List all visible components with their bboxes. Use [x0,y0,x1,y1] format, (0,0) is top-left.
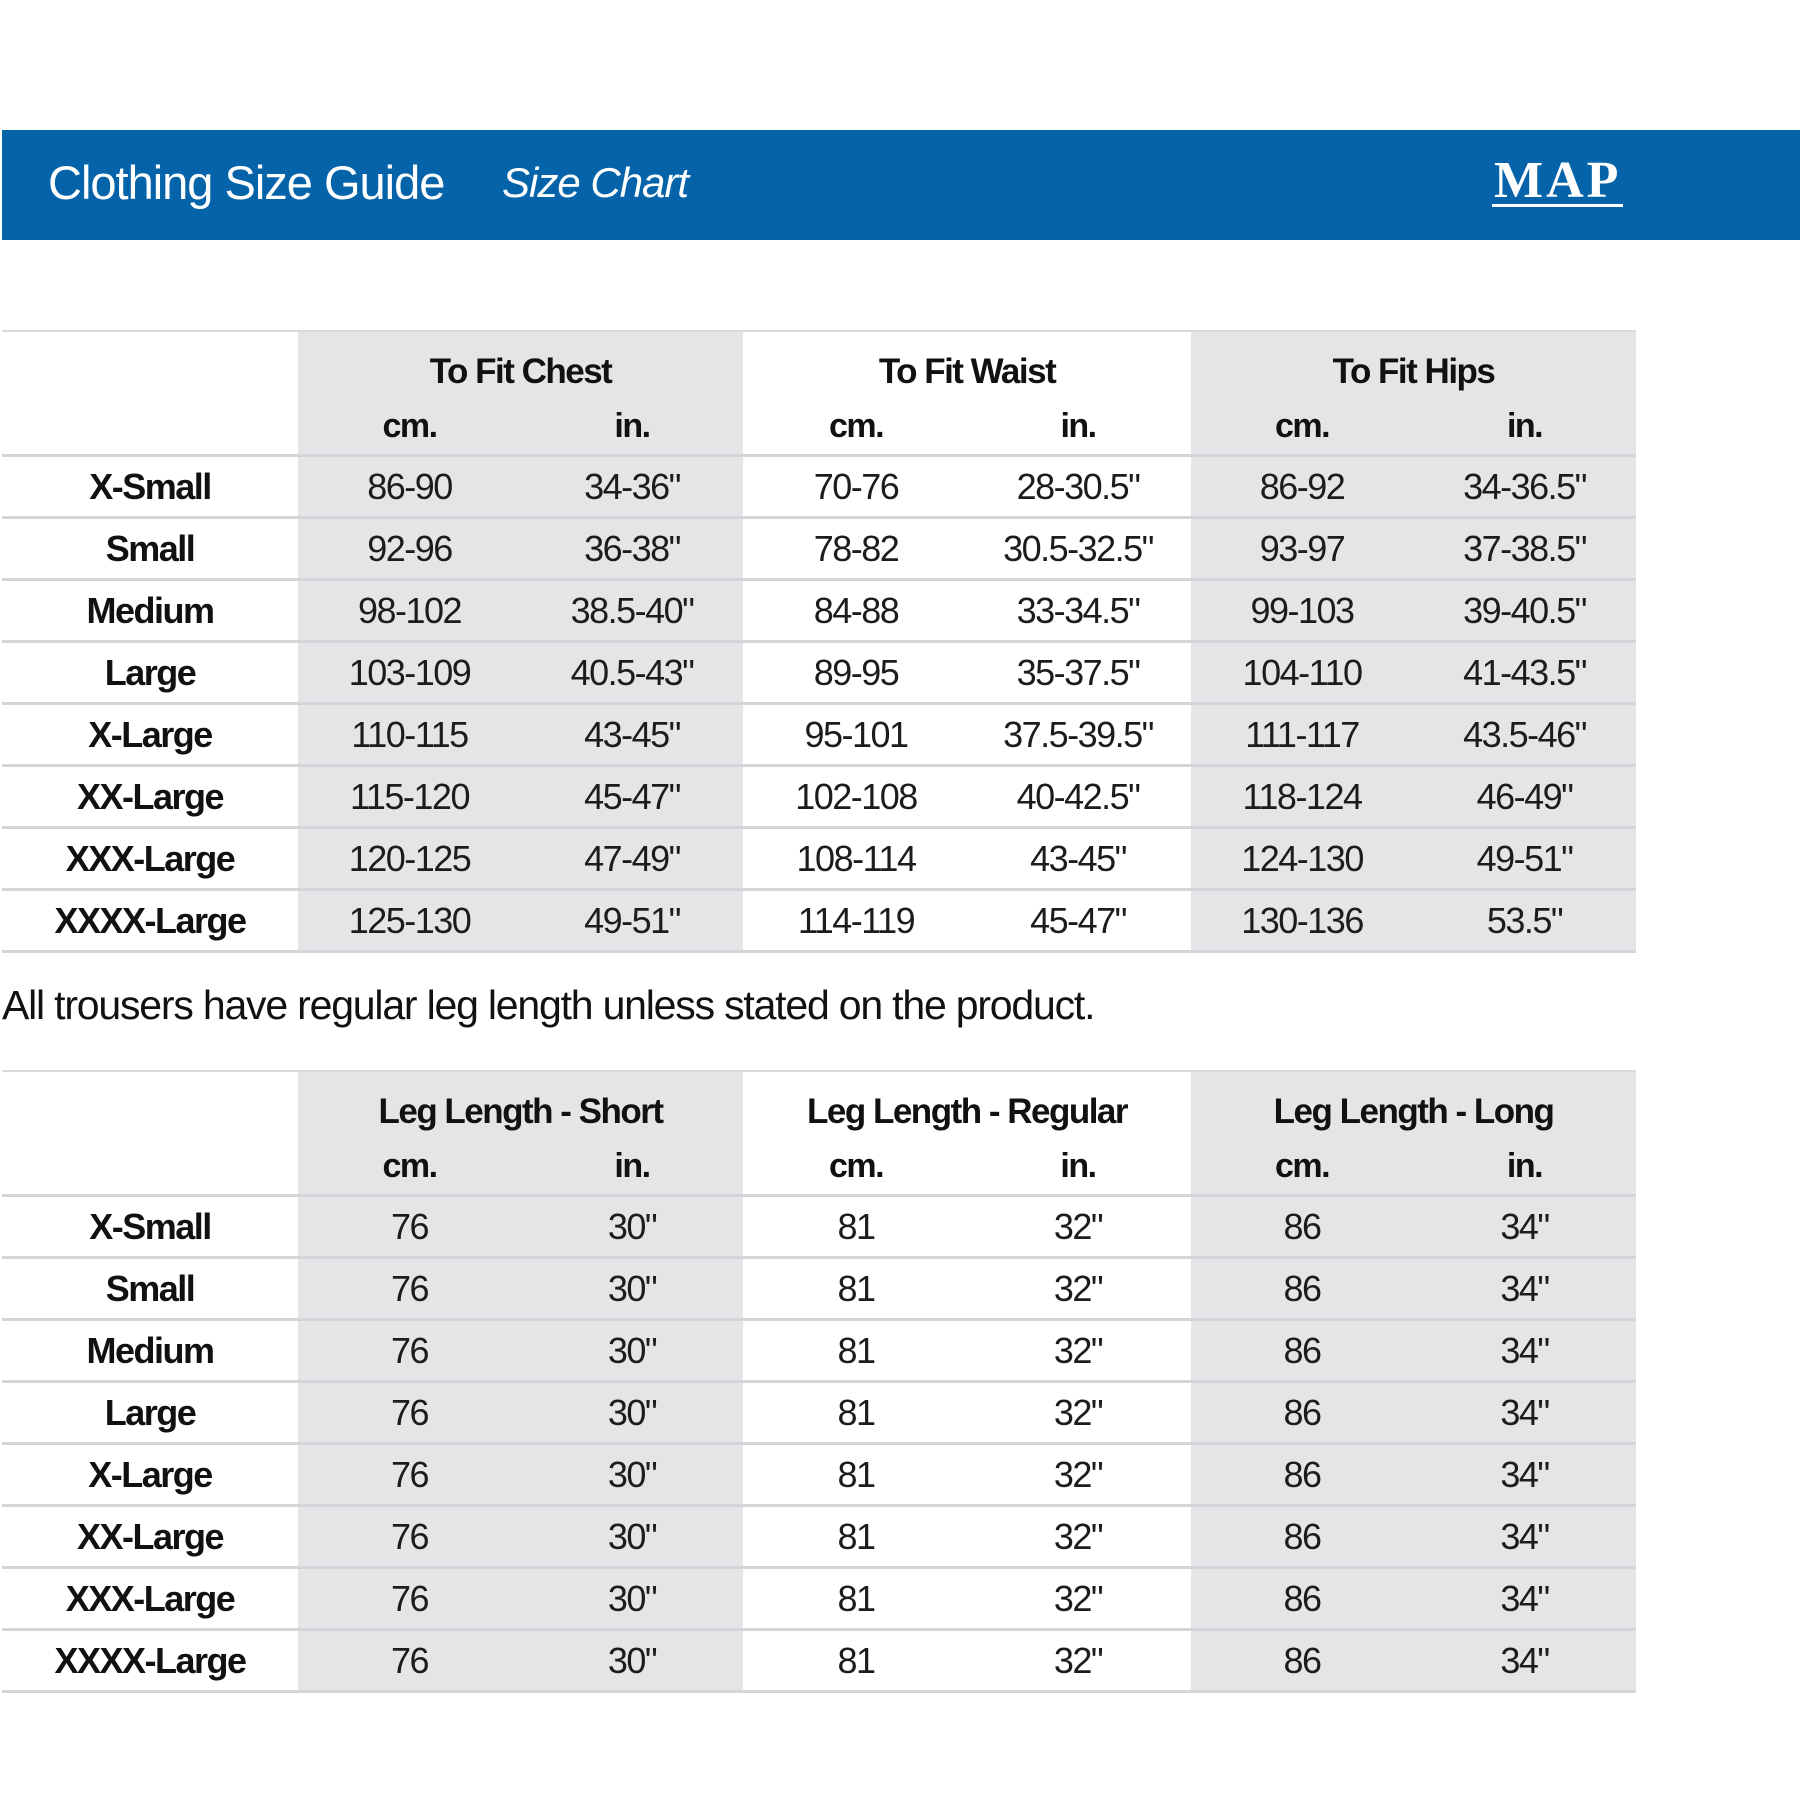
unit-header: in. [521,1138,744,1196]
table-cell: 39-40.5" [1413,580,1636,642]
unit-header: cm. [1190,398,1413,456]
table-cell: 34-36.5" [1413,456,1636,518]
unit-header: cm. [298,398,521,456]
table-cell: 32" [967,1506,1190,1568]
map-logo [1492,152,1623,210]
group-header-row [2,331,1636,398]
group-header-long: Leg Length - Long [1190,1071,1636,1138]
table-cell: 76 [298,1568,521,1630]
table-cell: 34" [1413,1506,1636,1568]
size-label: Medium [2,580,298,642]
table-cell: 118-124 [1190,766,1413,828]
table-cell: 45-47" [521,766,744,828]
table-cell: 28-30.5" [967,456,1190,518]
table-cell: 30" [521,1320,744,1382]
table-cell: 53.5" [1413,890,1636,952]
unit-header: in. [521,398,744,456]
unit-header: in. [1413,398,1636,456]
table-cell: 35-37.5" [967,642,1190,704]
size-label: Medium [2,1320,298,1382]
table-cell: 47-49" [521,828,744,890]
table-cell: 32" [967,1630,1190,1692]
table-cell: 111-117 [1190,704,1413,766]
table-cell: 130-136 [1190,890,1413,952]
table-cell: 76 [298,1506,521,1568]
table-row [2,828,1636,890]
corner-cell [2,398,298,456]
body-measurements-table [2,330,1636,953]
table-cell: 34-36" [521,456,744,518]
table-cell: 76 [298,1320,521,1382]
table-cell: 36-38" [521,518,744,580]
unit-header-row [2,398,1636,456]
table-row [2,1258,1636,1320]
page-subtitle: Size Chart [502,159,689,206]
table-cell: 34" [1413,1444,1636,1506]
table-cell: 81 [744,1630,967,1692]
size-label: XX-Large [2,766,298,828]
table-cell: 125-130 [298,890,521,952]
table-cell: 32" [967,1382,1190,1444]
table-cell: 38.5-40" [521,580,744,642]
table-cell: 43-45" [521,704,744,766]
size-label: XXX-Large [2,1568,298,1630]
size-label: XXX-Large [2,828,298,890]
table-cell: 70-76 [744,456,967,518]
table-cell: 86-90 [298,456,521,518]
table-cell: 92-96 [298,518,521,580]
table-row [2,1630,1636,1692]
table-cell: 37-38.5" [1413,518,1636,580]
table-row [2,766,1636,828]
table-cell: 86 [1190,1382,1413,1444]
table-cell: 37.5-39.5" [967,704,1190,766]
table-cell: 99-103 [1190,580,1413,642]
unit-header: in. [1060,1146,1096,1185]
group-header-waist: To Fit Waist [744,331,1190,398]
table-cell: 89-95 [744,642,967,704]
table-cell: 30" [521,1630,744,1692]
size-label: Small [2,518,298,580]
corner-cell [2,331,298,398]
table-cell: 115-120 [298,766,521,828]
table-cell: 103-109 [298,642,521,704]
table-cell: 81 [744,1506,967,1568]
table-cell: 43.5-46" [1413,704,1636,766]
leg-length-note: All trousers have regular leg length unless stated on the product. [2,982,1095,1028]
page-title: Clothing Size Guide [48,156,445,209]
size-label: X-Small [2,1196,298,1258]
table-cell: 32" [967,1444,1190,1506]
corner-cell [2,1138,298,1196]
table-cell: 86 [1190,1568,1413,1630]
header-banner [2,130,1800,240]
table-cell: 34" [1413,1320,1636,1382]
table-cell: 32" [967,1258,1190,1320]
table-cell: 34" [1413,1382,1636,1444]
table-cell: 45-47" [967,890,1190,952]
table-cell: 86-92 [1190,456,1413,518]
unit-header: cm. [1190,1138,1413,1196]
table-cell: 33-34.5" [967,580,1190,642]
table-cell: 86 [1190,1196,1413,1258]
table-cell: 124-130 [1190,828,1413,890]
table-cell: 114-119 [744,890,967,952]
unit-header-row [2,1138,1636,1196]
table-cell: 34" [1413,1196,1636,1258]
table-cell: 76 [298,1382,521,1444]
table-cell: 110-115 [298,704,521,766]
table-cell: 76 [298,1258,521,1320]
table-cell: 32" [967,1320,1190,1382]
table-cell: 95-101 [744,704,967,766]
table-cell: 30" [521,1258,744,1320]
table-cell: 41-43.5" [1413,642,1636,704]
size-label: Large [2,642,298,704]
table-row [2,1444,1636,1506]
size-label: X-Large [2,1444,298,1506]
table-row [2,456,1636,518]
table-cell: 40-42.5" [967,766,1190,828]
unit-header: cm. [298,1138,521,1196]
table-cell: 34" [1413,1258,1636,1320]
table-cell: 104-110 [1190,642,1413,704]
table-cell: 49-51" [1413,828,1636,890]
table-row [2,518,1636,580]
table-cell: 30" [521,1196,744,1258]
table-cell: 86 [1190,1630,1413,1692]
table-cell: 34" [1413,1630,1636,1692]
table-row [2,1506,1636,1568]
table-row [2,642,1636,704]
table-cell: 93-97 [1190,518,1413,580]
group-header-hips: To Fit Hips [1190,331,1636,398]
table-cell: 32" [967,1568,1190,1630]
table-cell: 40.5-43" [521,642,744,704]
table-row [2,704,1636,766]
table-cell: 84-88 [744,580,967,642]
table-cell: 49-51" [521,890,744,952]
unit-header: in. [1413,1138,1636,1196]
table-cell: 81 [744,1444,967,1506]
size-label: Small [2,1258,298,1320]
table-row [2,1196,1636,1258]
group-header-short: Leg Length - Short [298,1071,744,1138]
group-header-regular: Leg Length - Regular [744,1071,1190,1138]
table-cell: 86 [1190,1444,1413,1506]
table-cell: 76 [298,1196,521,1258]
group-header-row [2,1071,1636,1138]
table-cell: 81 [744,1258,967,1320]
size-label: XXXX-Large [2,890,298,952]
table-row [2,890,1636,952]
table-cell: 34" [1413,1568,1636,1630]
table-cell: 102-108 [744,766,967,828]
group-header-chest: To Fit Chest [298,331,744,398]
size-label: X-Small [2,456,298,518]
table-cell: 30" [521,1382,744,1444]
table-row [2,1568,1636,1630]
size-label: XX-Large [2,1506,298,1568]
table-cell: 86 [1190,1320,1413,1382]
table-cell: 76 [298,1630,521,1692]
table-cell: 120-125 [298,828,521,890]
size-label: XXXX-Large [2,1630,298,1692]
corner-cell [2,1071,298,1138]
size-label: Large [2,1382,298,1444]
table-cell: 32" [967,1196,1190,1258]
unit-header: cm. [744,398,967,456]
table-cell: 76 [298,1444,521,1506]
table-cell: 108-114 [744,828,967,890]
table-cell: 81 [744,1568,967,1630]
table-cell: 30" [521,1506,744,1568]
table-cell: 86 [1190,1258,1413,1320]
table-cell: 98-102 [298,580,521,642]
table-cell: 43-45" [967,828,1190,890]
table-cell: 30" [521,1444,744,1506]
logo-text: MAP [1494,152,1622,209]
table-cell: 86 [1190,1506,1413,1568]
unit-header: cm. [744,1138,967,1196]
table-row [2,1320,1636,1382]
size-label: X-Large [2,704,298,766]
leg-length-table [2,1070,1636,1693]
table-cell: 81 [744,1382,967,1444]
table-row [2,580,1636,642]
table-cell: 30.5-32.5" [967,518,1190,580]
table-cell: 46-49" [1413,766,1636,828]
table-cell: 81 [744,1320,967,1382]
table-cell: 30" [521,1568,744,1630]
table-cell: 78-82 [744,518,967,580]
table-row [2,1382,1636,1444]
table-cell: 81 [744,1196,967,1258]
unit-header: in. [1060,406,1096,445]
